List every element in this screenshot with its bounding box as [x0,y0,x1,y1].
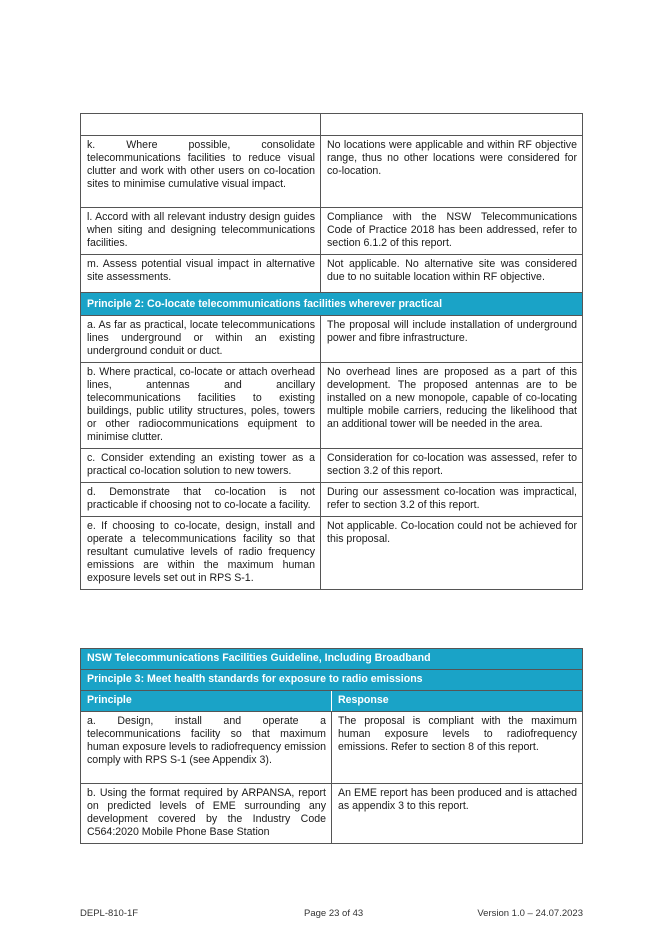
table-row [81,712,583,784]
table-row [81,483,583,517]
table-row [81,136,583,208]
footer-doc-id: DEPL-810-1F [80,908,139,919]
principle-cell: a. As far as practical, locate telecommunications lines underground or within an existing underground conduit or duct. [81,316,321,363]
empty-cell [81,114,321,136]
section-header-row [81,293,583,316]
response-cell: Compliance with the NSW Telecommunications Code of Practice 2018 has been addressed, refer to section 6.1.2 of this report. [321,208,583,255]
table-row [81,255,583,293]
response-cell: The proposal is compliant with the maximum human exposure levels to radiofrequency emissions. Refer to section 8 of this report. [332,712,583,784]
section-header-row [81,670,583,691]
principle-cell: a. Design, install and operate a telecommunications facility so that maximum human exposure levels to radiofrequency emission comply with RPS S-1 (see Appendix 3). [81,712,332,784]
table-row [81,208,583,255]
column-header-row [81,691,583,712]
section-header: Principle 2: Co-locate telecommunications facilities wherever practical [81,293,583,316]
table-row [81,784,583,844]
footer-page-number: Page 23 of 43 [304,908,364,919]
principle-cell: b. Using the format required by ARPANSA, report on predicted levels of EME surrounding any development covered by the Industry Code C564:2020 Mobile Phone Base Station [81,784,332,844]
table-row [81,363,583,449]
section-header: Principle 3: Meet health standards for exposure to radio emissions [81,670,583,691]
response-cell: Not applicable. No alternative site was considered due to no suitable location within RF objective. [321,255,583,293]
principle-cell: k. Where possible, consolidate telecommunications facilities to reduce visual clutter and work with other users on co-location sites to minimise cumulative visual impact. [81,136,321,208]
table-title: NSW Telecommunications Facilities Guideline, Including Broadband [81,649,583,670]
response-cell: No locations were applicable and within RF objective range, thus no other locations were considered for co-location. [321,136,583,208]
column-header-principle: Principle [81,691,332,712]
principle-cell: d. Demonstrate that co-location is not practicable if choosing not to co-locate a facility. [81,483,321,517]
table-row [81,517,583,590]
empty-cell [321,114,583,136]
response-cell: Consideration for co-location was assessed, refer to section 3.2 of this report. [321,449,583,483]
table-row [81,449,583,483]
response-cell: Not applicable. Co-location could not be achieved for this proposal. [321,517,583,590]
column-header-response: Response [332,691,583,712]
footer-version: Version 1.0 – 24.07.2023 [477,908,583,919]
response-cell: During our assessment co-location was impractical, refer to section 3.2 of this report. [321,483,583,517]
response-cell: An EME report has been produced and is attached as appendix 3 to this report. [332,784,583,844]
principle-cell: c. Consider extending an existing tower as a practical co-location solution to new towers. [81,449,321,483]
table-row [81,316,583,363]
principle-cell: l. Accord with all relevant industry design guides when siting and designing telecommunications facilities. [81,208,321,255]
principle-1-table [80,113,583,590]
principle-cell: e. If choosing to co-locate, design, install and operate a telecommunications facility so that resultant cumulative levels of radio frequency emissions are within the maximum human exposure levels set out in RPS S-1. [81,517,321,590]
response-cell: No overhead lines are proposed as a part of this development. The proposed antennas are to be installed on a new monopole, capable of co-locating multiple mobile carriers, reducing the likelihood that an additional tower will be needed in the area. [321,363,583,449]
response-cell: The proposal will include installation of underground power and fibre infrastructure. [321,316,583,363]
principle-cell: b. Where practical, co-locate or attach overhead lines, antennas and ancillary telecommunications facilities to existing buildings, public utility structures, poles, towers or other radiocommunications equipment to minimise clutter. [81,363,321,449]
empty-row [81,114,583,136]
principle-cell: m. Assess potential visual impact in alternative site assessments. [81,255,321,293]
table-title-row [81,649,583,670]
principle-3-table [80,648,583,844]
